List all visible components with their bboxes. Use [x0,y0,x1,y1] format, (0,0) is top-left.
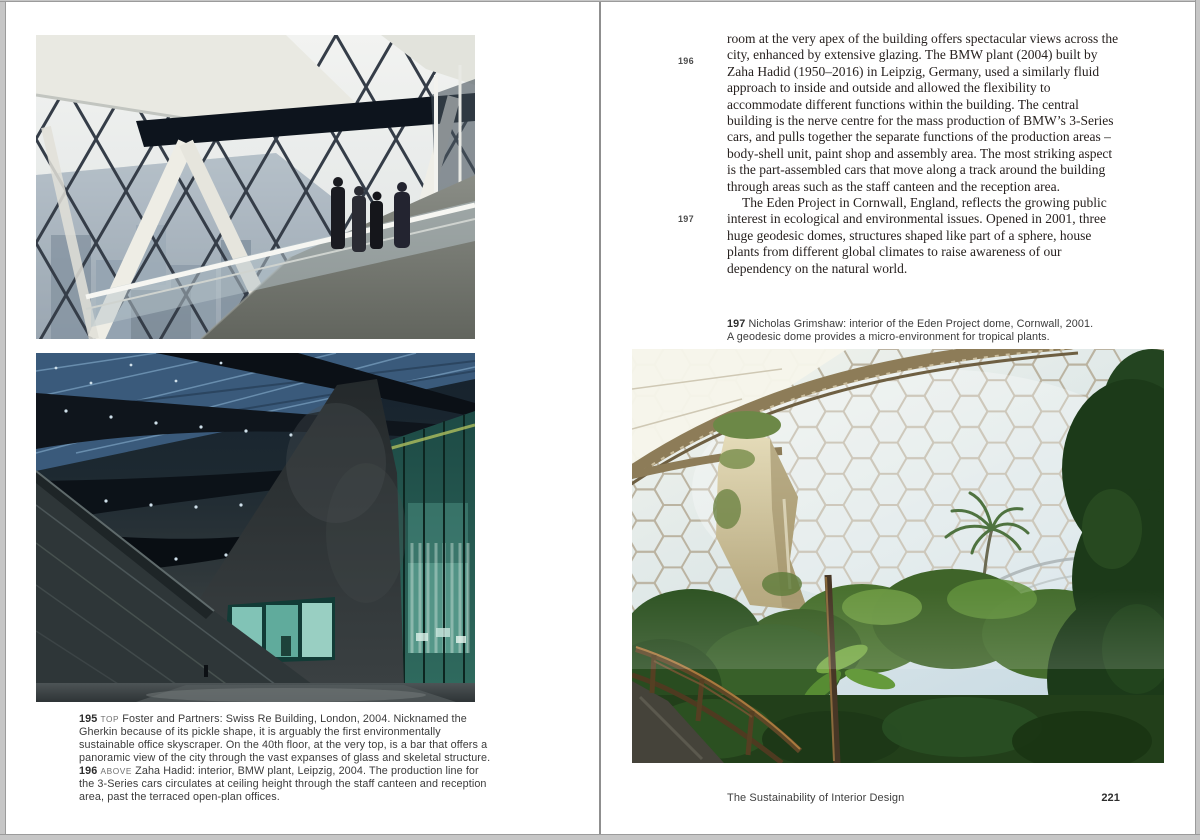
eden-project-dome-photo [632,349,1164,763]
running-title: The Sustainability of Interior Design [727,792,905,804]
caption-195 [79,713,493,765]
caption-196-text: Zaha Hadid: interior, BMW plant, Leipzig, 2004. The production line for the 3-Series cars circulates at ceiling height through the staff canteen and reception area, past the terraced open-plan offices. [79,765,487,803]
caption-196 [79,765,493,804]
body-text-column [727,31,1123,277]
caption-195-number: 195 [79,713,98,725]
page-footer [727,792,1120,804]
scan-edge-left [0,0,6,840]
swiss-re-interior-photo [36,35,475,339]
figure-ref-197: 197 [678,214,694,224]
caption-197-line1 [727,318,1163,331]
swiss-re-photo-art [36,35,475,339]
caption-197-text1: Nicholas Grimshaw: interior of the Eden Project dome, Cornwall, 2001. [748,318,1094,330]
scan-edge-right [1195,0,1200,840]
caption-197-line2: A geodesic dome provides a micro-environment for tropical plants. [727,331,1050,343]
caption-196-number: 196 [79,765,98,777]
body-paragraph-1: room at the very apex of the building offers spectacular views across the city, enhanced by extensive glazing. The BMW plant (2004) built by Zaha Hadid (1950–2016) in Leipzig, Germany, used a similarly fluid approach to inside and outside and allowed the flexibility to accommodate different functions within the building. The central building is the nerve centre for the mass production of BMW’s 3-Series cars, and pulls together the separate functions of the production areas – body-shell unit, paint shop and assembly area. The most striking aspect is the part-assembled cars that move along a track around the building through areas such as the staff canteen and the reception area. [727,31,1119,194]
caption-195-position-label: TOP [100,714,120,724]
figure-ref-196: 196 [678,56,694,66]
bmw-plant-interior-photo [36,353,475,702]
bmw-photo-art [36,353,475,702]
left-page-captions [79,713,493,804]
scan-edge-bottom [0,834,1200,840]
body-paragraph-2: The Eden Project in Cornwall, England, reflects the growing public interest in ecological and environmental issues. Opened in 2001, three huge geodesic domes, structures shaped like part of a sphere, house plants from different global climates to raise awareness of our dependency on the natural world. [727,195,1107,276]
caption-197-number: 197 [727,318,746,330]
caption-195-text: Foster and Partners: Swiss Re Building, London, 2004. Nicknamed the Gherkin because of its pickle shape, it is arguably the first environmentally sustainable office skyscraper. On the 40th floor, at the very top, is a bar that offers a panoramic view of the city through the vast expanses of glass and skeletal structure. [79,713,491,764]
caption-197 [727,318,1163,344]
page-gutter [599,2,601,834]
page-number: 221 [1101,792,1120,804]
eden-photo-art [632,349,1164,763]
caption-196-position-label: ABOVE [100,766,133,776]
